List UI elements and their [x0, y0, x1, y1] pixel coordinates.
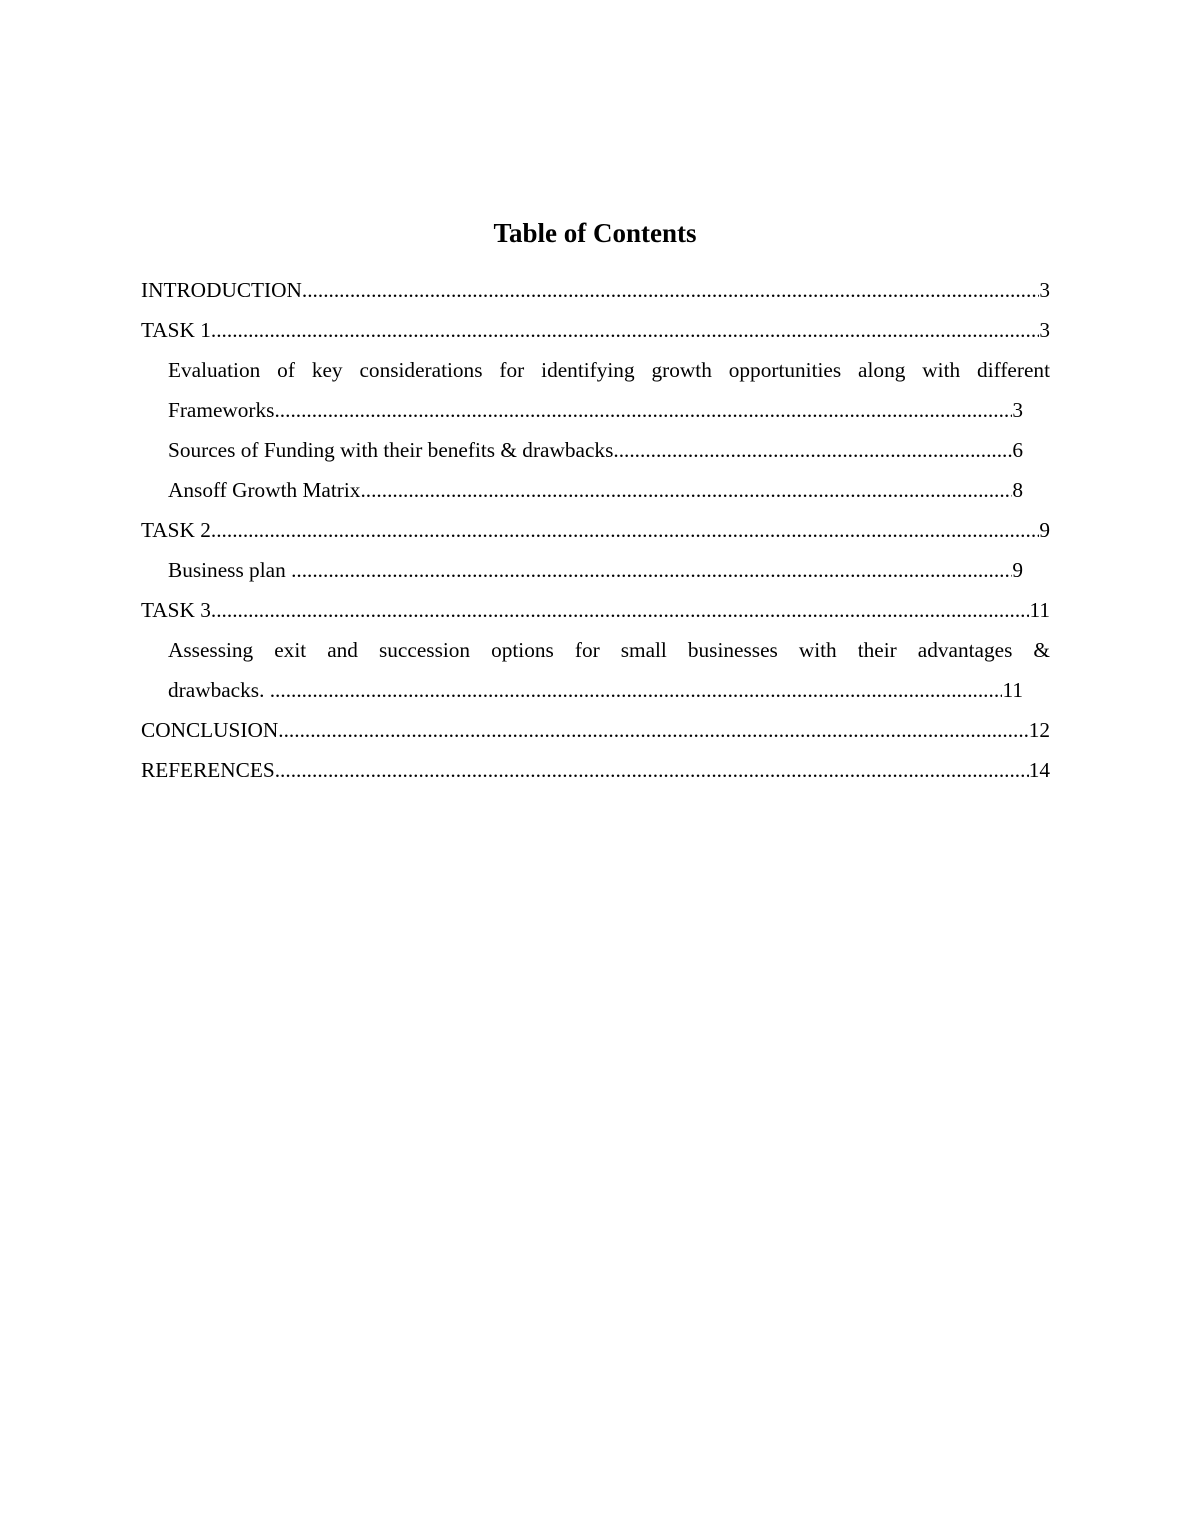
dot-leader	[211, 310, 1039, 350]
toc-page-number: 12	[1028, 718, 1050, 742]
table-of-contents	[141, 270, 1050, 790]
toc-entry-ansoff-growth-matrix[interactable]	[168, 470, 1023, 510]
toc-entry-label: Ansoff Growth Matrix	[168, 478, 361, 502]
page-title: Table of Contents	[493, 218, 697, 248]
toc-entry-label-line-1: Assessing exit and succession options for small businesses with their advantages &	[168, 638, 1050, 662]
dot-leader	[291, 550, 1012, 590]
dot-leader	[274, 390, 1012, 430]
dot-leader	[270, 670, 1003, 710]
toc-entry-label: TASK 2	[141, 518, 211, 542]
toc-entry-label-line-2: drawbacks.	[168, 678, 270, 702]
toc-entry-assessing-exit[interactable]	[168, 630, 1050, 710]
toc-page-number: 9	[1039, 518, 1050, 542]
toc-page-number: 3	[1039, 318, 1050, 342]
dot-leader	[360, 470, 1012, 510]
toc-entry-task-3[interactable]	[141, 590, 1050, 630]
toc-entry-label: INTRODUCTION	[141, 278, 302, 302]
toc-entry-conclusion[interactable]	[141, 710, 1050, 750]
toc-page-number: 3	[1039, 278, 1050, 302]
toc-page-number: 8	[1012, 478, 1023, 502]
toc-entry-label: Business plan	[168, 558, 292, 582]
toc-entry-label-line-2: Frameworks	[168, 398, 275, 422]
toc-entry-label: CONCLUSION	[141, 718, 279, 742]
toc-page-number: 11	[1002, 678, 1023, 702]
dot-leader	[211, 510, 1039, 550]
dot-leader	[278, 710, 1028, 750]
toc-entry-label-line-1: Evaluation of key considerations for identifying growth opportunities along with different	[168, 358, 1050, 382]
toc-entry-label: REFERENCES	[141, 758, 275, 782]
toc-page-number: 14	[1028, 758, 1050, 782]
toc-page-number: 6	[1012, 438, 1023, 462]
dot-leader	[613, 430, 1012, 470]
toc-entry-sources-of-funding[interactable]	[168, 430, 1023, 470]
toc-entry-references[interactable]	[141, 750, 1050, 790]
toc-entry-evaluation[interactable]	[168, 350, 1050, 430]
dot-leader	[302, 270, 1039, 310]
toc-entry-label: TASK 1	[141, 318, 211, 342]
toc-entry-business-plan[interactable]	[168, 550, 1023, 590]
toc-entry-introduction[interactable]	[141, 270, 1050, 310]
toc-page-number: 3	[1012, 398, 1023, 422]
toc-entry-label: Sources of Funding with their benefits & drawbacks	[168, 438, 614, 462]
toc-page-number: 9	[1012, 558, 1023, 582]
dot-leader	[275, 750, 1029, 790]
toc-page-number: 11	[1029, 598, 1050, 622]
toc-entry-task-2[interactable]	[141, 510, 1050, 550]
toc-entry-task-1[interactable]	[141, 310, 1050, 350]
dot-leader	[211, 590, 1030, 630]
toc-entry-label: TASK 3	[141, 598, 211, 622]
